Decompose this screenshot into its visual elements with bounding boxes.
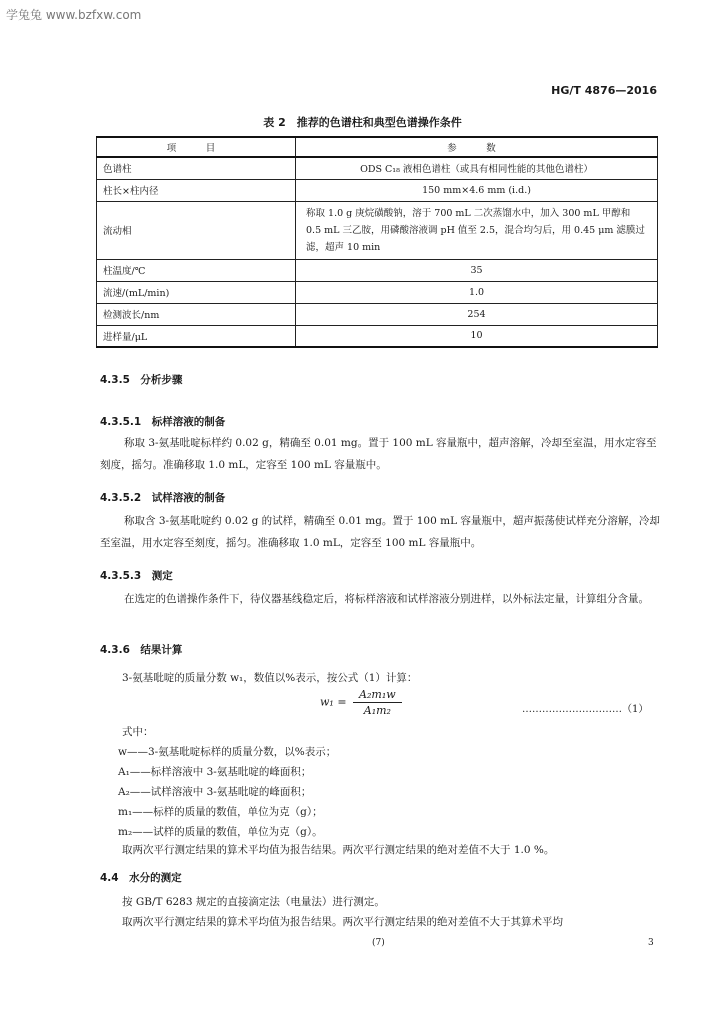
where-label: 式中： [122,726,154,738]
definition: A₁——标样溶液中 3-氨基吡啶的峰面积； [118,766,312,778]
page-number: 3 [648,938,654,948]
paragraph: 按 GB/T 6283 规定的直接滴定法（电量法）进行测定。 [122,896,385,908]
table-header-item: 项 目 [97,137,296,157]
table-row [97,303,658,325]
definition: m₂——试样的质量的数值，单位为克（g）。 [118,826,323,838]
table-row [97,281,658,303]
paragraph: 取两次平行测定结果的算术平均值为报告结果。两次平行测定结果的绝对差值不大于 1.0 %。 [122,844,555,856]
table-row [97,157,658,179]
section-heading: 4.4 水分的测定 [100,872,182,884]
paragraph: 在选定的色谱操作条件下，待仪器基线稳定后，将标样溶液和试样溶液分别进样，以外标法定量，计算组分含量。 [124,593,649,605]
standard-number: HG/T 4876—2016 [551,84,657,97]
definition: m₁——标样的质量的数值，单位为克（g）； [118,806,323,818]
paragraph: 称取含 3-氨基吡啶约 0.02 g 的试样，精确至 0.01 mg。置于 100 mL 容量瓶中，超声振荡使试样充分溶解，冷却至室温，用水定容至刻度，摇匀。准确移取 1.0 mL，定容至 100 mL 容量瓶中。 [100,515,660,549]
formula-fraction [353,688,402,717]
table-cell: 1.0 [296,281,658,303]
table-cell: 35 [296,259,658,281]
section-heading: 4.3.5.3 测定 [100,570,173,582]
table-cell: 色谱柱 [97,157,296,179]
table-row [97,201,658,259]
conditions-table [96,136,658,348]
table-row [97,325,658,347]
table-caption: 表 2 推荐的色谱柱和典型色谱操作条件 [263,116,462,129]
formula-denominator: A₁m₂ [363,704,391,717]
formula [320,688,402,717]
table-cell: ODS C₁₈ 液相色谱柱（或具有相同性能的其他色谱柱） [296,157,658,179]
paragraph: 称取 3-氨基吡啶标样约 0.02 g，精确至 0.01 mg。置于 100 mL 容量瓶中，超声溶解，冷却至室温，用水定容至刻度，摇匀。准确移取 1.0 mL，定容至 100 mL 容量瓶中。 [100,437,657,471]
table-cell: 称取 1.0 g 庚烷磺酸钠，溶于 700 mL 二次蒸馏水中，加入 300 mL 甲醇和 0.5 mL 三乙胺，用磷酸溶液调 pH 值至 2.5，混合均匀后，用 0.45 μm 滤膜过滤，超声 10 min [296,201,658,259]
table-cell: 柱长×柱内径 [97,179,296,201]
formula-numerator: A₂m₁w [353,688,402,703]
section-heading: 4.3.5.2 试样溶液的制备 [100,492,226,504]
table-cell: 检测波长/nm [97,303,296,325]
table-row [97,179,658,201]
section-heading: 4.3.5 分析步骤 [100,374,183,386]
table-cell: 150 mm×4.6 mm (i.d.) [296,179,658,201]
table-cell: 254 [296,303,658,325]
section-heading: 4.3.6 结果计算 [100,644,183,656]
table-cell: 流动相 [97,201,296,259]
definition: w——3-氨基吡啶标样的质量分数，以%表示； [118,746,337,758]
table-row [97,259,658,281]
paragraph: 3-氨基吡啶的质量分数 w₁，数值以%表示，按公式（1）计算： [122,672,418,684]
paragraph: 取两次平行测定结果的算术平均值为报告结果。两次平行测定结果的绝对差值不大于其算术平均 [122,916,563,928]
watermark: 学兔兔 www.bzfxw.com [6,8,142,22]
table-cell: 进样量/μL [97,325,296,347]
formula-lhs: w₁ = [320,695,347,709]
formula-number: …………………………（1） [522,704,649,715]
definition: A₂——试样溶液中 3-氨基吡啶的峰面积； [118,786,312,798]
table-header-param: 参 数 [296,137,658,157]
table-cell: 流速/(mL/min) [97,281,296,303]
section-heading: 4.3.5.1 标样溶液的制备 [100,416,226,428]
footer-sequence: (7) [372,938,385,948]
table-cell: 10 [296,325,658,347]
table-cell: 柱温度/℃ [97,259,296,281]
